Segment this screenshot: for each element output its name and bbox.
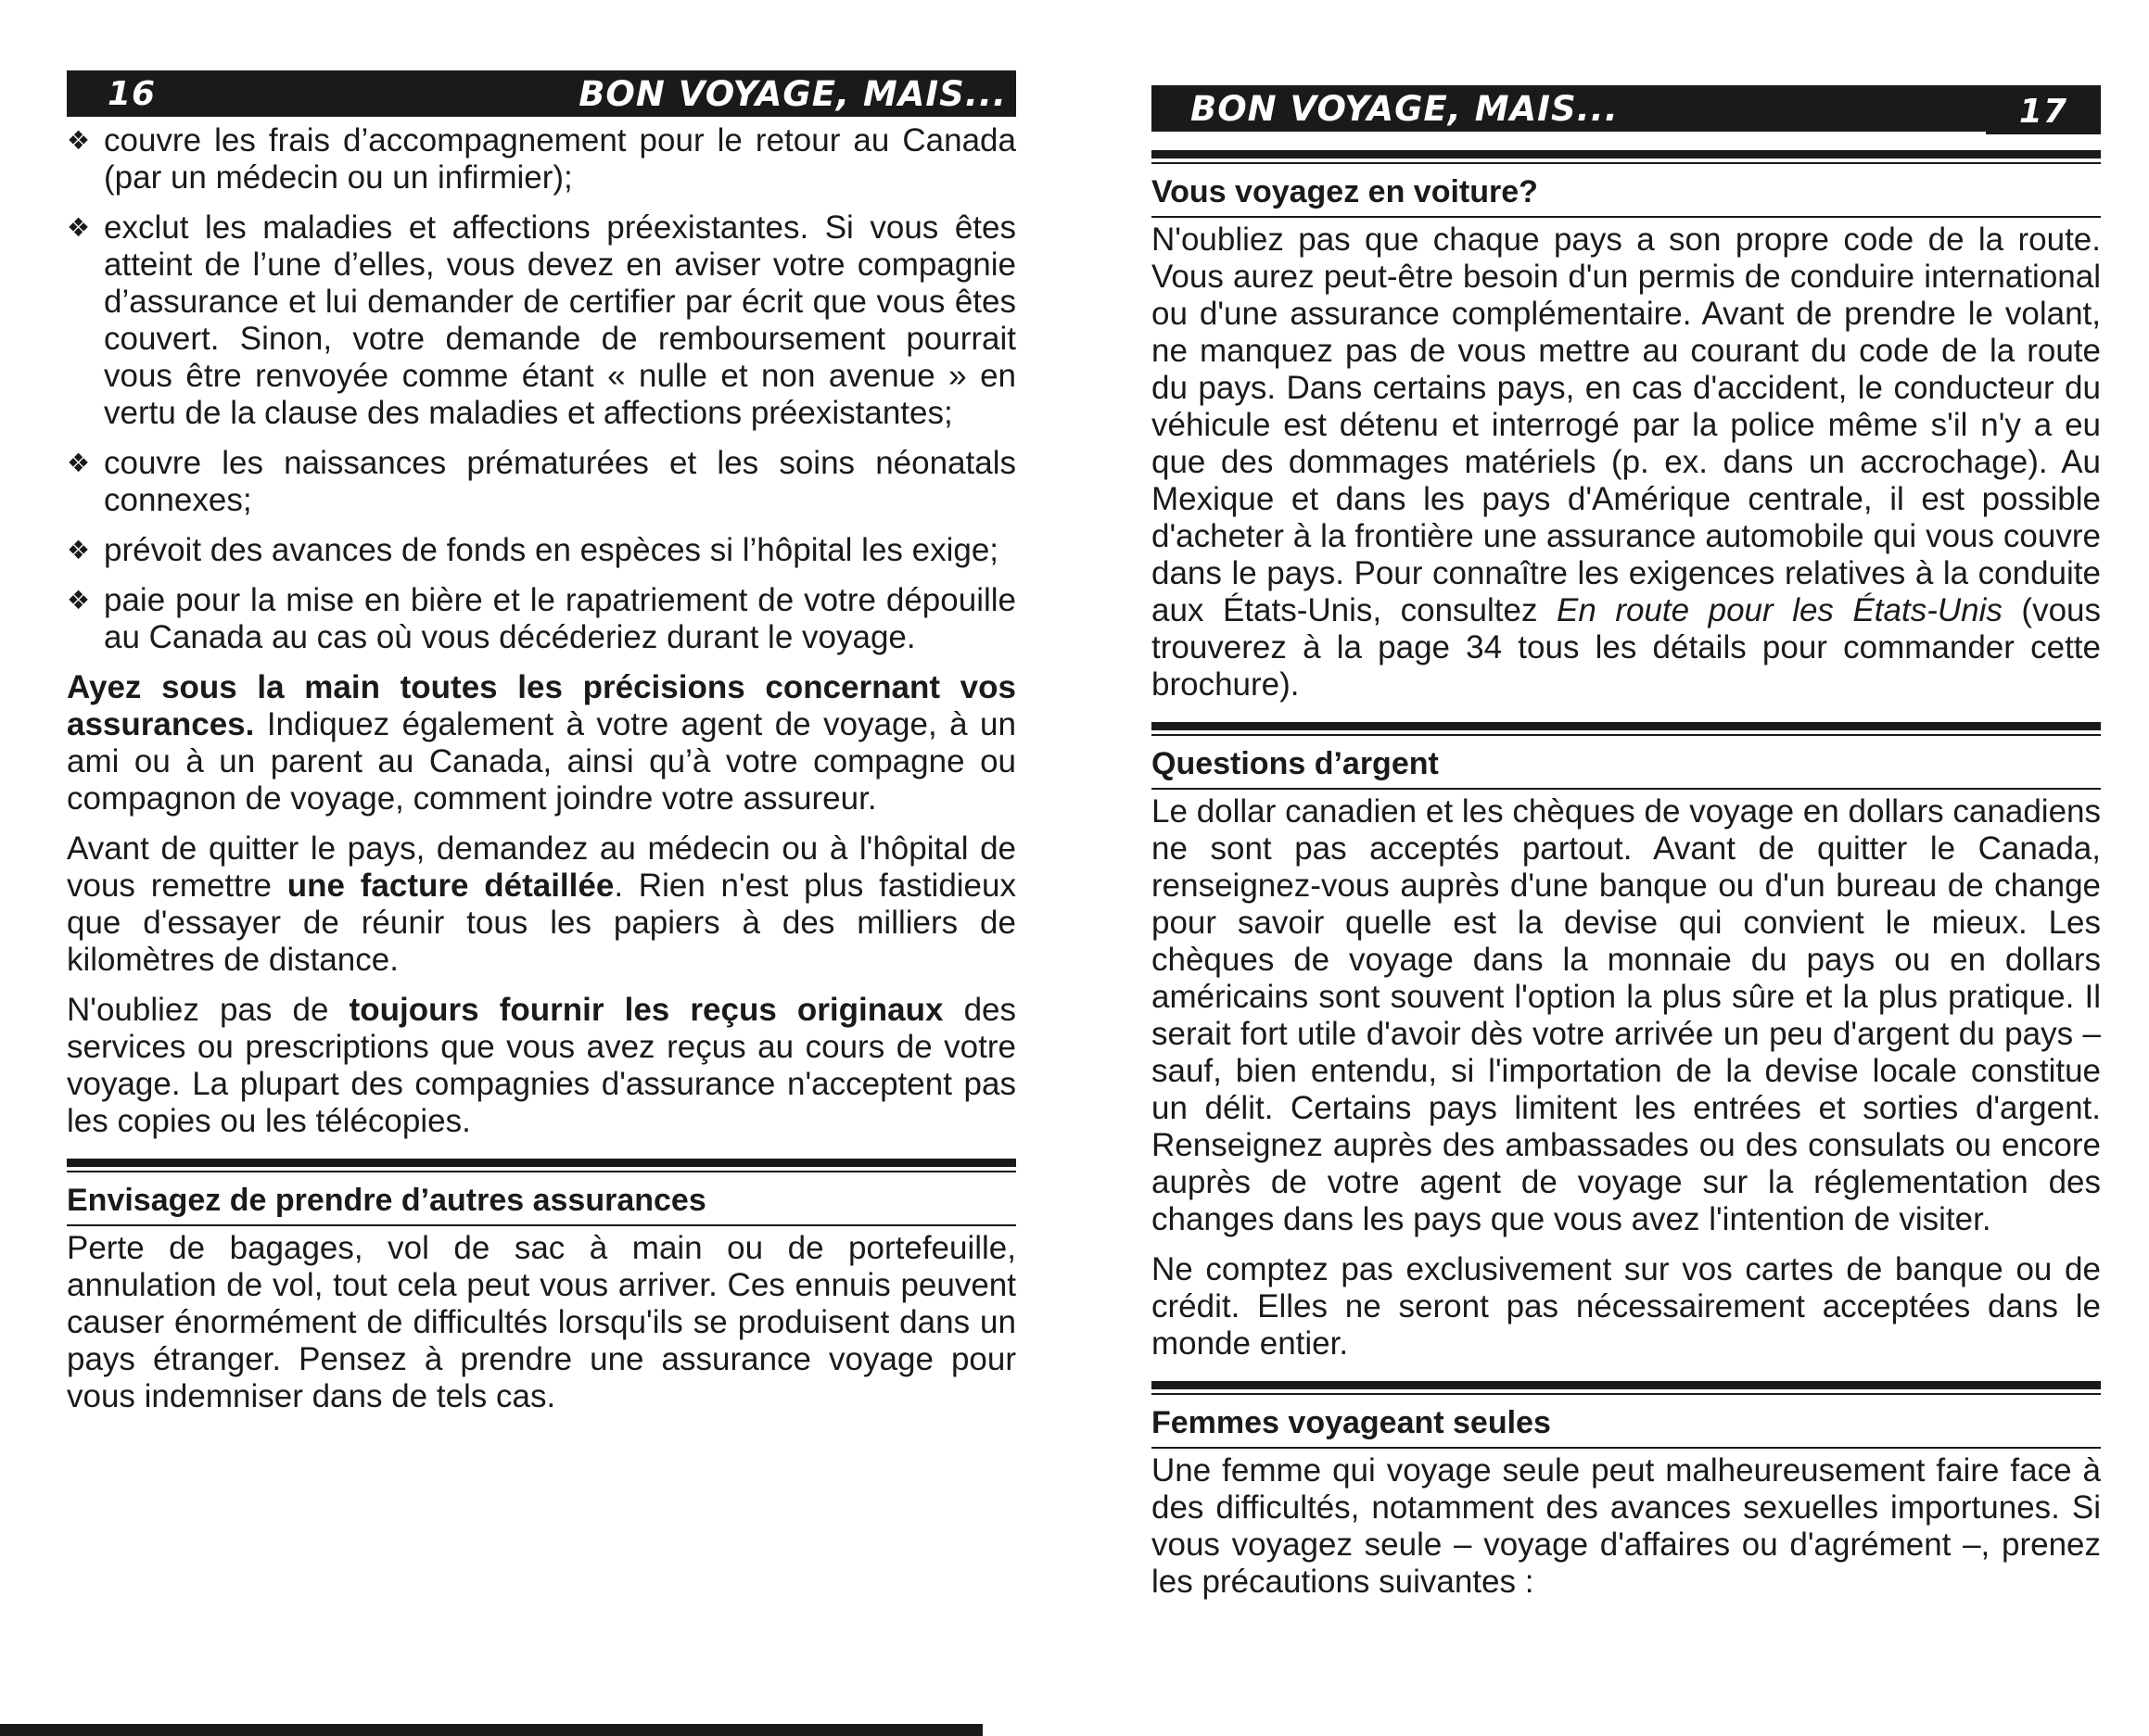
section-divider — [1151, 150, 2101, 164]
section-title-other-insurance: Envisagez de prendre d’autres assurances — [67, 1172, 1016, 1226]
right-page — [1151, 0, 2101, 1601]
section-divider — [67, 1159, 1016, 1172]
section-text-women-alone: Une femme qui voyage seule peut malheureusement faire face à des difficultés, notamment des avances sexuelles importunes. Si vous voyagez seule – voyage d'affaires ou d'agrément –, prenez les précautions suivantes : — [1151, 1452, 2101, 1600]
section-text-car-travel: N'oubliez pas que chaque pays a son propre code de la route. Vous aurez peut-être besoin d'un permis de conduire international ou d'une assurance complémentaire. Avant de prendre le volant, ne manquez pas de vous mettre au courant du code de la route du pays. Dans certains pays, en cas d'accident, le conducteur du véhicule est détenu et interrogé par la police même s'il n'y a eu que des dommages matériels (p. ex. dans un accrochage). Au Mexique et dans les pays d'Amérique centrale, il est possible d'acheter à la frontière une assurance automobile qui vous couvre dans le pays. Pour connaître les exigences relatives à la conduite aux États-Unis, consultez En route pour les États-Unis (vous trouverez à la page 34 tous les détails pour commander cette brochure). — [1151, 222, 2101, 703]
list-item: ❖ couvre les naissances prématurées et les soins néonatals connexes; — [67, 445, 1016, 518]
section-text-money: Le dollar canadien et les chèques de voyage en dollars canadiens ne sont pas acceptés partout. Avant de quitter le Canada, renseignez-vous auprès d'une banque ou d'un bureau de change pour savoir quelle est la devise qui convient le mieux. Les chèques de voyage dans la monnaie du pays ou en dollars américains sont souvent l'option la plus sûre et la plus pratique. Il serait fort utile d'avoir dès votre arrivée un peu d'argent du pays – sauf, bien entendu, si l'importation de la devise locale constitue un délit. Certains pays limitent les entrées et sorties d'argent. Renseignez auprès des ambassades ou des consulats ou encore auprès de votre agent de voyage sur la réglementation des changes dans les pays que vous avez l'intention de visiter. — [1151, 793, 2101, 1237]
right-page-header — [1151, 85, 2101, 132]
left-page-header — [67, 70, 1016, 117]
list-item: ❖ paie pour la mise en bière et le rapatriement de votre dépouille au Canada au cas où vous décéderiez durant le voyage. — [67, 582, 1016, 655]
section-title-money: Questions d’argent — [1151, 736, 2101, 790]
left-page — [67, 0, 1016, 1415]
paragraph-detailed-invoice: Avant de quitter le pays, demandez au médecin ou à l'hôpital de vous remettre une facture détaillée. Rien n'est plus fastidieux que d'essayer de réunir tous les papiers à des milliers de kilomètres de distance. — [67, 830, 1016, 978]
diamond-bullet-icon: ❖ — [67, 586, 91, 615]
list-item: ❖ prévoit des avances de fonds en espèces si l’hôpital les exige; — [67, 532, 999, 568]
diamond-bullet-icon: ❖ — [67, 449, 91, 477]
left-header-title: BON VOYAGE, MAIS... — [579, 73, 1007, 114]
section-text-other-insurance: Perte de bagages, vol de sac à main ou de portefeuille, annulation de vol, tout cela peut vous arriver. Ces ennuis peuvent causer énormément de difficultés lorsqu'ils se produisent dans un pays étranger. Pensez à prendre une assurance voyage pour vous indemniser dans de tels cas. — [67, 1230, 1016, 1414]
bottom-edge-bar — [0, 1724, 983, 1736]
paragraph-original-receipts: N'oubliez pas de toujours fournir les reçus originaux des services ou prescriptions que vous avez reçus au cours de votre voyage. La plupart des compagnies d'assurance n'acceptent pas les copies ou les télécopies. — [67, 992, 1017, 1139]
section-title-car-travel: Vous voyagez en voiture? — [1151, 164, 2101, 218]
section-text-cards: Ne comptez pas exclusivement sur vos cartes de banque ou de crédit. Elles ne seront pas nécessairement acceptées dans le monde entier. — [1151, 1251, 2101, 1362]
list-item: ❖ exclut les maladies et affections préexistantes. Si vous êtes atteint de l’une d’elles, vous devez en aviser votre compagnie d’assurance et lui demander de certifier par écrit que vous êtes couvert. Sinon, votre demande de remboursement pourrait vous être renvoyée comme étant « nulle et non avenue » en vertu de la clause des maladies et affections préexistantes; — [67, 209, 1016, 431]
list-item: ❖ couvre les frais d’accompagnement pour le retour au Canada (par un médecin ou un infirmier); — [67, 122, 1016, 196]
diamond-bullet-icon: ❖ — [67, 536, 91, 564]
section-divider — [1151, 722, 2101, 736]
bullet-list — [67, 122, 1016, 656]
diamond-bullet-icon: ❖ — [67, 213, 91, 242]
section-divider — [1151, 1381, 2101, 1395]
right-page-number: 17 — [1986, 89, 2101, 134]
paragraph-insurance-details: Ayez sous la main toutes les précisions concernant vos assurances. Indiquez également à votre agent de voyage, à un ami ou à un parent au Canada, ainsi qu’à votre compagne ou compagnon de voyage, comment joindre votre assureur. — [67, 669, 1016, 817]
section-title-women-alone: Femmes voyageant seules — [1151, 1395, 2101, 1449]
diamond-bullet-icon: ❖ — [67, 126, 91, 155]
right-header-title: BON VOYAGE, MAIS... — [1190, 88, 1619, 129]
left-page-number: 16 — [108, 74, 157, 113]
